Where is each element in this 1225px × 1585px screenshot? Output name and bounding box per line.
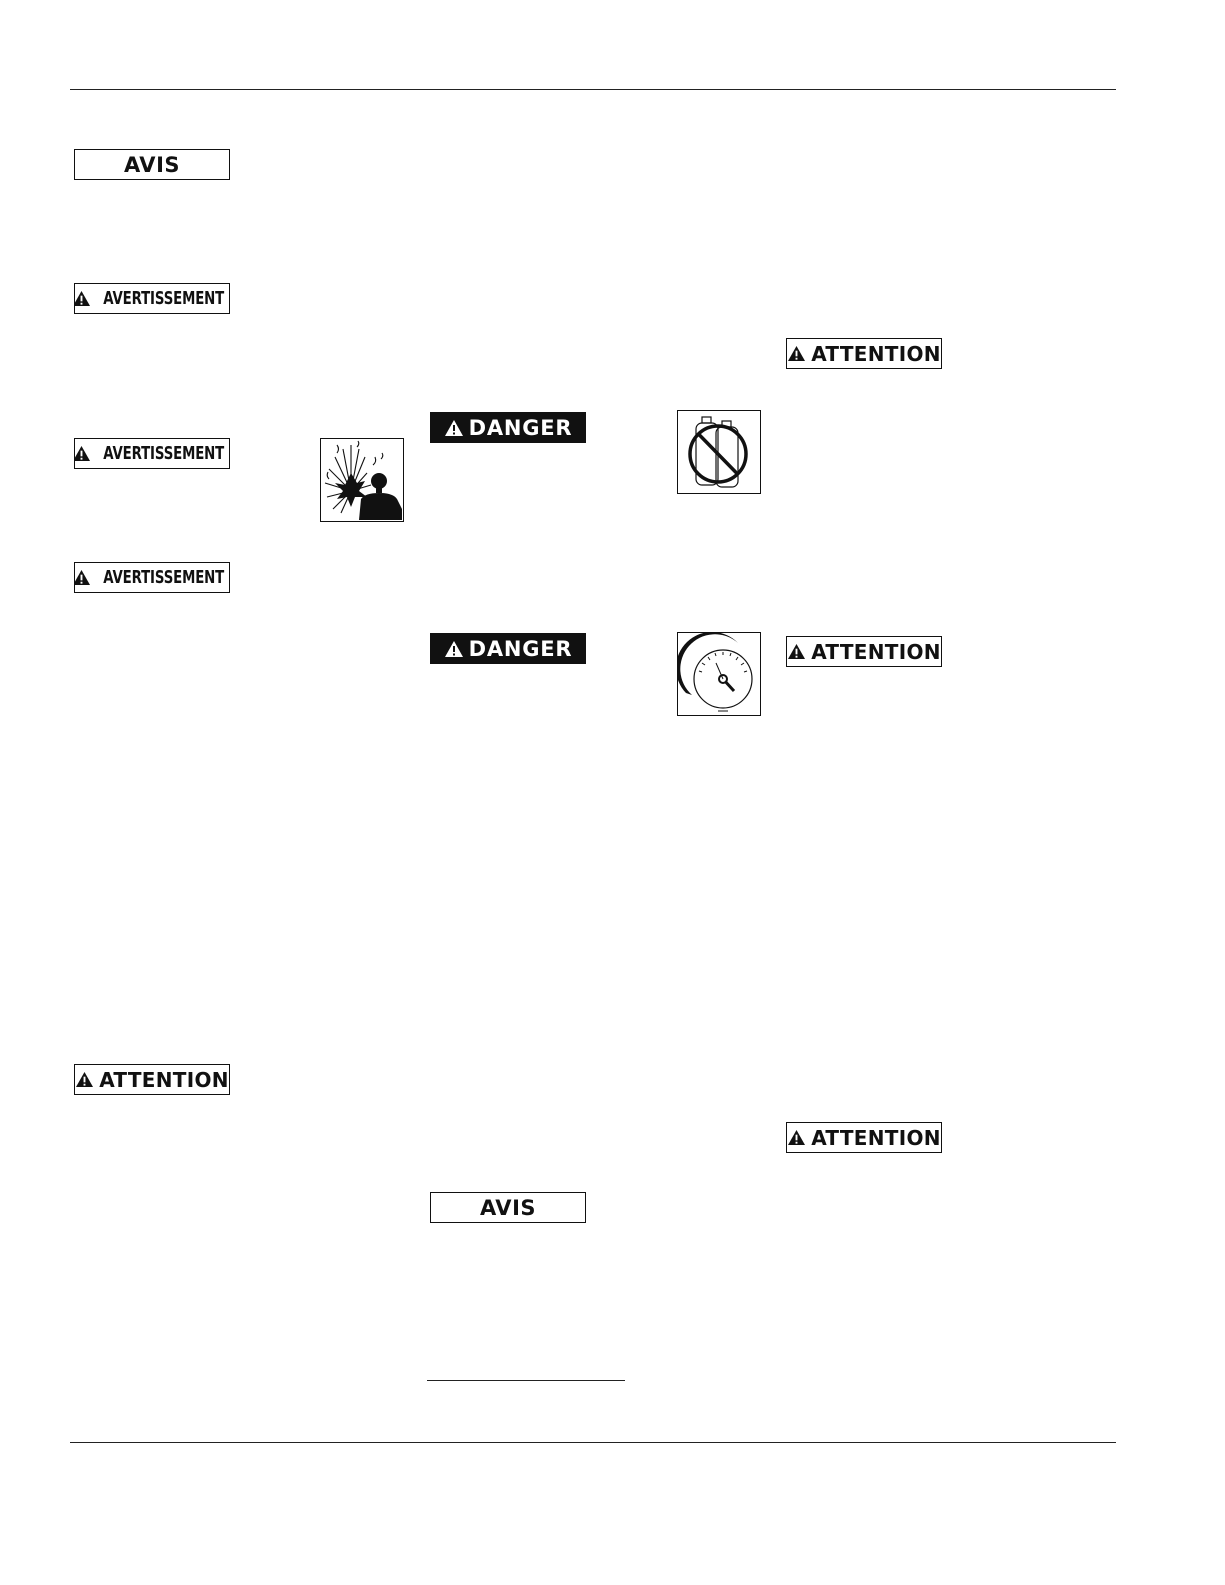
footnote-rule	[427, 1380, 625, 1381]
danger-label: DANGER	[430, 412, 586, 443]
avertissement-label: AVERTISSEMENT	[74, 283, 230, 314]
attention-label: ATTENTION	[74, 1064, 230, 1095]
footer-rule	[70, 1442, 1116, 1443]
warning-triangle-icon	[74, 290, 91, 307]
warning-triangle-icon	[74, 445, 91, 462]
avis-label: AVIS	[430, 1192, 586, 1223]
attention-label: ATTENTION	[786, 1122, 942, 1153]
warning-triangle-icon	[444, 640, 464, 658]
explosion-hazard-icon	[320, 438, 404, 522]
warning-triangle-icon	[787, 1129, 806, 1146]
no-gas-cylinder-icon	[677, 410, 761, 494]
warning-triangle-icon	[787, 345, 806, 362]
avertissement-label: AVERTISSEMENT	[74, 562, 230, 593]
avis-label: AVIS	[74, 149, 230, 180]
attention-label: ATTENTION	[786, 636, 942, 667]
warning-triangle-icon	[75, 1071, 94, 1088]
attention-label: ATTENTION	[786, 338, 942, 369]
warning-triangle-icon	[74, 569, 91, 586]
danger-label: DANGER	[430, 633, 586, 664]
header-rule	[70, 89, 1116, 90]
pressure-gauge-icon	[677, 632, 761, 716]
avertissement-label: AVERTISSEMENT	[74, 438, 230, 469]
warning-triangle-icon	[444, 419, 464, 437]
warning-triangle-icon	[787, 643, 806, 660]
